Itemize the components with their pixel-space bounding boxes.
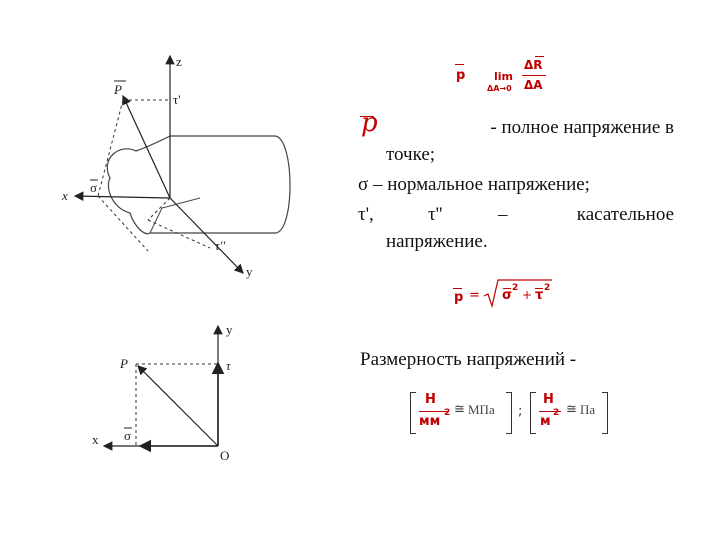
formula-mid-exp1: 2 xyxy=(512,283,519,293)
y-axis-2d-label: y xyxy=(226,322,233,337)
unit-separator: ; xyxy=(518,404,523,419)
proj-p-sigma xyxy=(98,100,123,196)
formula-limit-lhs: p xyxy=(456,68,466,83)
tau2-label: τ'' xyxy=(215,238,226,253)
definitions-block xyxy=(358,108,674,255)
proj-tau2 xyxy=(148,220,210,248)
origin-label-2d: O xyxy=(220,448,230,463)
unit1-den: мм xyxy=(419,414,441,429)
formula-magnitude xyxy=(452,278,562,310)
formula-limit-lim: lim xyxy=(494,70,514,83)
unit1-num: Н xyxy=(425,392,436,407)
p-symbol: p xyxy=(361,108,378,138)
x-axis-2d-label: x xyxy=(92,432,99,447)
formula-limit-num: ΔR xyxy=(524,58,543,72)
formula-mid-tau: τ xyxy=(535,288,544,303)
unit2-num: Н xyxy=(543,392,554,407)
proj-diag xyxy=(148,198,170,220)
p-definition: - полное напряжение в xyxy=(490,117,674,138)
y-axis-label: y xyxy=(246,264,253,279)
unit1-exp: 2 xyxy=(444,408,451,418)
body-outline xyxy=(107,136,290,234)
figure-2d-decomposition xyxy=(80,318,260,468)
figure-3d-stress xyxy=(50,48,310,293)
tau1-symbol: τ', xyxy=(358,204,374,225)
sigma-label-2d: σ xyxy=(124,428,132,443)
formula-mid-exp2: 2 xyxy=(544,283,551,293)
p-vector xyxy=(123,96,170,198)
formula-limit-sub: ΔA→0 xyxy=(487,84,512,93)
x-axis-label: x xyxy=(62,188,68,203)
y-axis xyxy=(170,198,243,273)
sigma-definition: σ – нормальное напряжение; xyxy=(358,174,590,195)
proj-sigma-tau2 xyxy=(98,196,148,251)
unit2-value: Па xyxy=(580,402,596,417)
tau2-symbol: τ'' xyxy=(428,204,443,225)
tau-definition-cont: напряжение. xyxy=(386,231,488,252)
dimension-text: Размерность напряжений - xyxy=(360,349,577,370)
tau1-label: τ' xyxy=(173,92,181,107)
tau-word: касательное xyxy=(576,204,674,225)
unit1-approx: ≅ xyxy=(454,402,465,417)
tau-label-2d: τ xyxy=(226,358,231,373)
unit2-den: м xyxy=(540,414,551,429)
unit2-exp: 2 xyxy=(553,408,560,418)
formula-limit xyxy=(452,58,562,100)
unit1-value: МПа xyxy=(468,402,495,417)
p-definition-cont: точке; xyxy=(386,144,436,165)
p-vector-2d xyxy=(138,366,218,446)
x-axis xyxy=(75,196,170,198)
formula-limit-den: ΔA xyxy=(524,78,543,92)
unit2-approx: ≅ xyxy=(566,402,577,417)
p-label-2d: P xyxy=(120,356,128,371)
formula-mid-eq: = xyxy=(469,288,480,303)
formula-mid-plus: + xyxy=(522,288,533,302)
z-axis-label: z xyxy=(176,54,182,69)
formula-mid-lhs: p xyxy=(454,290,464,305)
tau-dash: – xyxy=(498,204,508,225)
formula-mid-sigma: σ xyxy=(502,288,513,303)
sigma-label: σ xyxy=(90,180,98,195)
p-label: P xyxy=(114,82,122,97)
units-formula xyxy=(410,390,620,436)
